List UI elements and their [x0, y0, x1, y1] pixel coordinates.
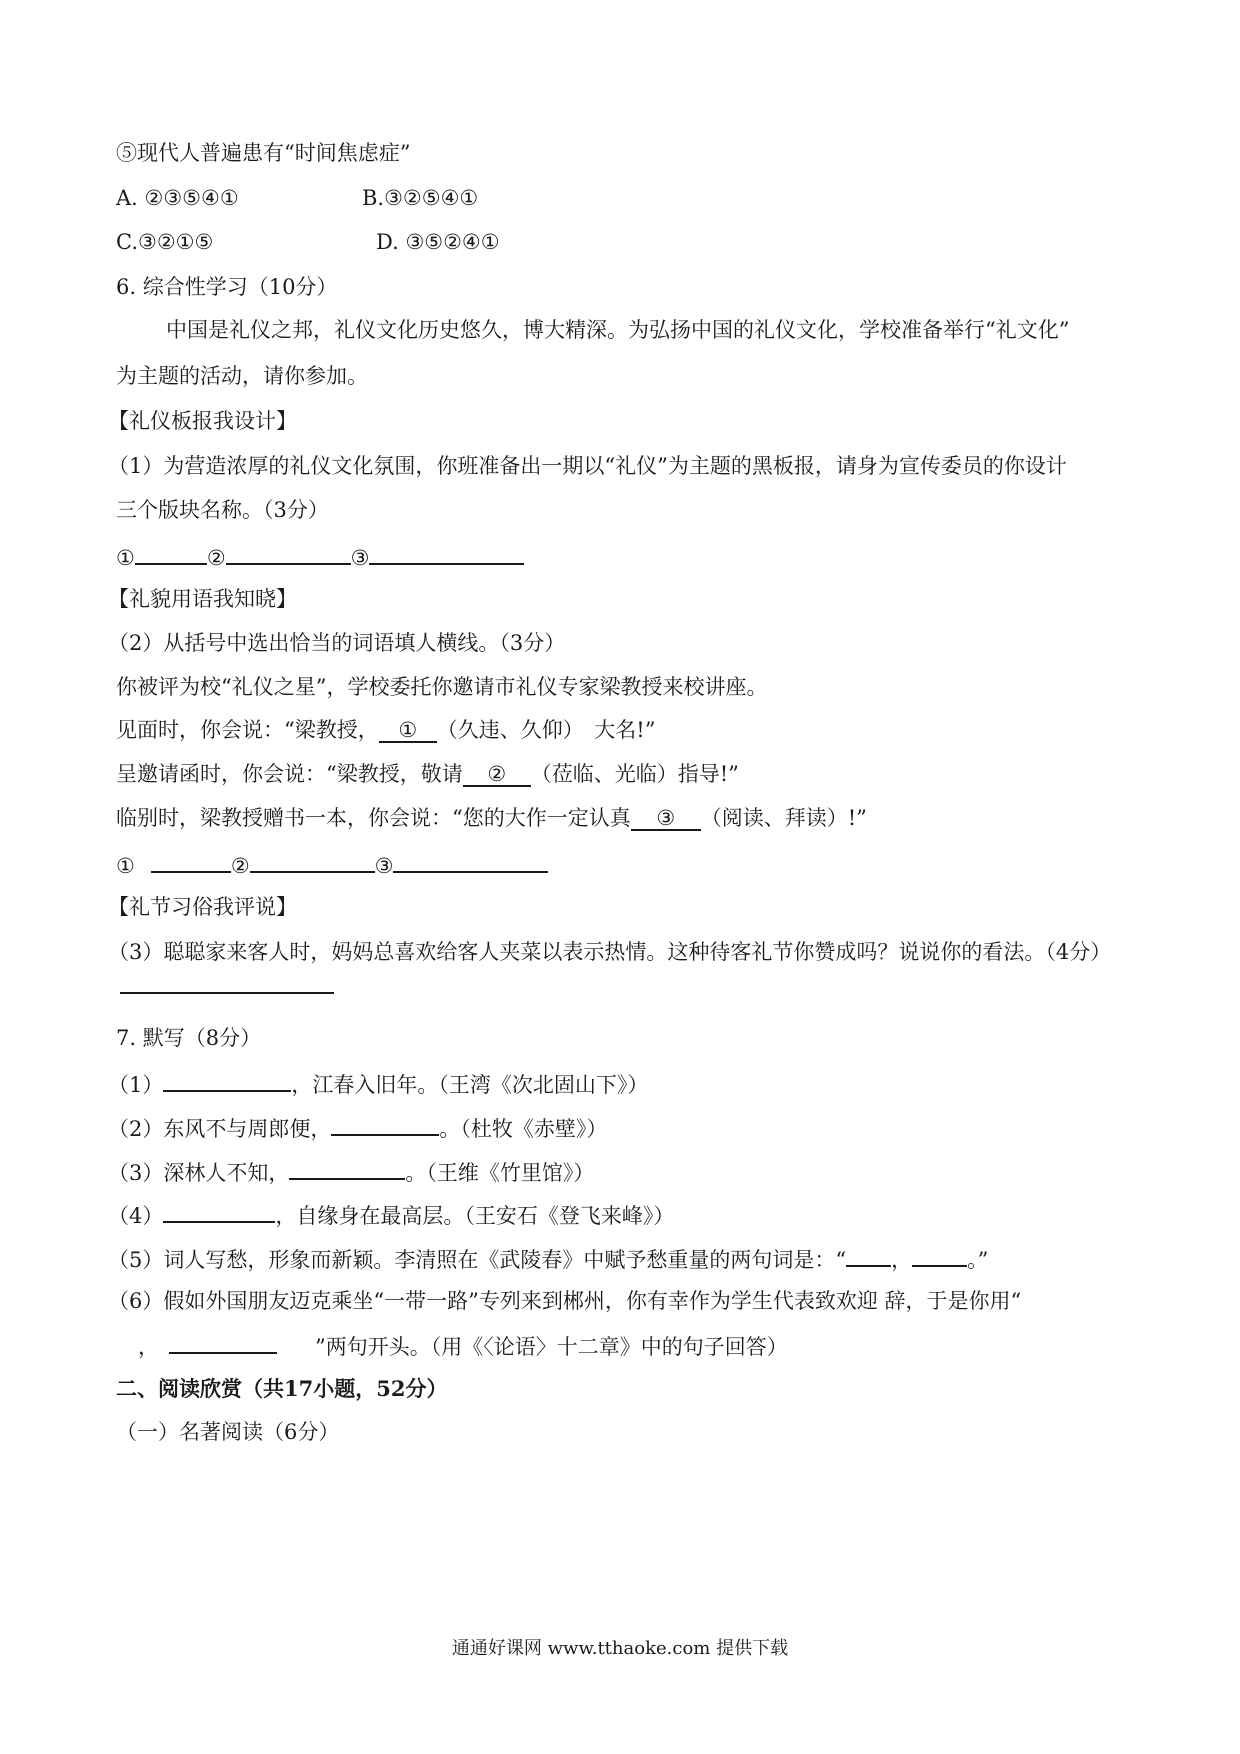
answer-blank[interactable] — [226, 545, 351, 565]
answer-blank[interactable] — [250, 853, 375, 873]
answer-blanks-part1 — [116, 545, 524, 569]
q6-part1-line1: （1）为营造浓厚的礼仪文化氛围，你班准备出一期以“礼仪”为主题的黑板报，请身为宣传委员的你设计 — [108, 454, 1067, 478]
dictation-item-3: （3）深林人不知， 。（王维《竹里馆》） — [108, 1161, 595, 1185]
dictation-item-4: （4） ，自缘身在最高层。（王安石《登飞来峰》） — [108, 1204, 675, 1228]
answer-blank[interactable] — [393, 853, 548, 873]
q5-item5: ⑤现代人普遍患有“时间焦虑症” — [116, 141, 411, 165]
marker-1: ① — [116, 546, 135, 570]
option-b: B.③②⑤④① — [362, 186, 479, 210]
answer-blank[interactable] — [331, 1116, 439, 1136]
q6-title: 6. 综合性学习（10分） — [116, 275, 338, 299]
footer-download-note: 通通好课网 www.tthaoke.com 提供下载 — [451, 1638, 789, 1659]
dictation-item-5: （5）词人写愁，形象而新颖。李清照在《武陵春》中赋予愁重量的两句词是：“ ， 。” — [108, 1248, 989, 1272]
marker-1: ① — [116, 854, 135, 878]
q6-part2: （2）从括号中选出恰当的词语填人横线。（3分） — [108, 631, 566, 655]
q7-title: 7. 默写（8分） — [116, 1026, 262, 1050]
answer-blank[interactable] — [846, 1247, 891, 1267]
marker-3: ③ — [374, 854, 394, 878]
marker-3: ③ — [350, 546, 370, 570]
section-reading-title: 二、阅读欣赏（共17小题，52分） — [116, 1376, 448, 1401]
section-blackboard-design: 【礼仪板报我设计】 — [108, 409, 297, 433]
polite-line-3: 临别时，梁教授赠书一本，你会说：“您的大作一定认真 ③ （阅读、拜读）!” — [116, 806, 867, 830]
answer-blank[interactable] — [135, 545, 207, 565]
marker-2: ② — [230, 854, 250, 878]
section-polite-language: 【礼貌用语我知晓】 — [108, 587, 297, 611]
answer-blank[interactable] — [163, 1072, 291, 1092]
section-etiquette-custom: 【礼节习俗我评说】 — [108, 895, 297, 919]
option-c: C.③②①⑤ — [116, 230, 214, 254]
answer-blank[interactable] — [912, 1247, 967, 1267]
fill-blank-3[interactable]: ③ — [631, 808, 701, 831]
q6-intro-line1: 中国是礼仪之邦，礼仪文化历史悠久，博大精深。为弘扬中国的礼仪文化，学校准备举行“礼文化” — [166, 318, 1070, 342]
option-a: A. ②③⑤④① — [116, 186, 239, 210]
answer-line-part3 — [120, 974, 334, 998]
fill-blank-1[interactable]: ① — [379, 720, 437, 743]
fill-blank-2[interactable]: ② — [463, 764, 531, 787]
subsection-classics-reading: （一）名著阅读（6分） — [116, 1420, 340, 1444]
option-d: D. ③⑤②④① — [376, 230, 500, 254]
q6-part2-context: 你被评为校“礼仪之星”，学校委托你邀请市礼仪专家梁教授来校讲座。 — [116, 675, 768, 699]
answer-blank[interactable] — [163, 1203, 275, 1223]
q6-part3: （3）聪聪家来客人时，妈妈总喜欢给客人夹菜以表示热情。这种待客礼节你赞成吗？说说你的看法。（4分） — [108, 940, 1112, 964]
answer-blank[interactable] — [151, 853, 231, 873]
answer-blanks-part2 — [116, 853, 548, 877]
dictation-item-6-line2: ， ”两句开头。（用《〈论语〉十二章》中的句子回答） — [138, 1335, 788, 1359]
answer-blank[interactable] — [369, 545, 524, 565]
answer-blank[interactable] — [120, 974, 334, 994]
q6-part1-line2: 三个版块名称。（3分） — [116, 498, 329, 522]
polite-line-2: 呈邀请函时，你会说：“梁教授，敬请 ② （莅临、光临）指导!” — [116, 762, 739, 786]
q6-intro-line2: 为主题的活动，请你参加。 — [116, 364, 368, 388]
polite-line-1: 见面时，你会说：“梁教授， ① （久违、久仰） 大名!” — [116, 718, 656, 742]
answer-blank[interactable] — [169, 1334, 277, 1354]
dictation-item-2: （2）东风不与周郎便， 。（杜牧《赤壁》） — [108, 1117, 608, 1141]
dictation-item-6-line1: （6）假如外国朋友迈克乘坐“一带一路”专列来到郴州，你有幸作为学生代表致欢迎 辞，于是你用“ — [108, 1289, 1022, 1313]
answer-blank[interactable] — [289, 1160, 405, 1180]
dictation-item-1: （1） ，江春入旧年。（王湾《次北固山下》） — [108, 1073, 649, 1097]
marker-2: ② — [206, 546, 226, 570]
